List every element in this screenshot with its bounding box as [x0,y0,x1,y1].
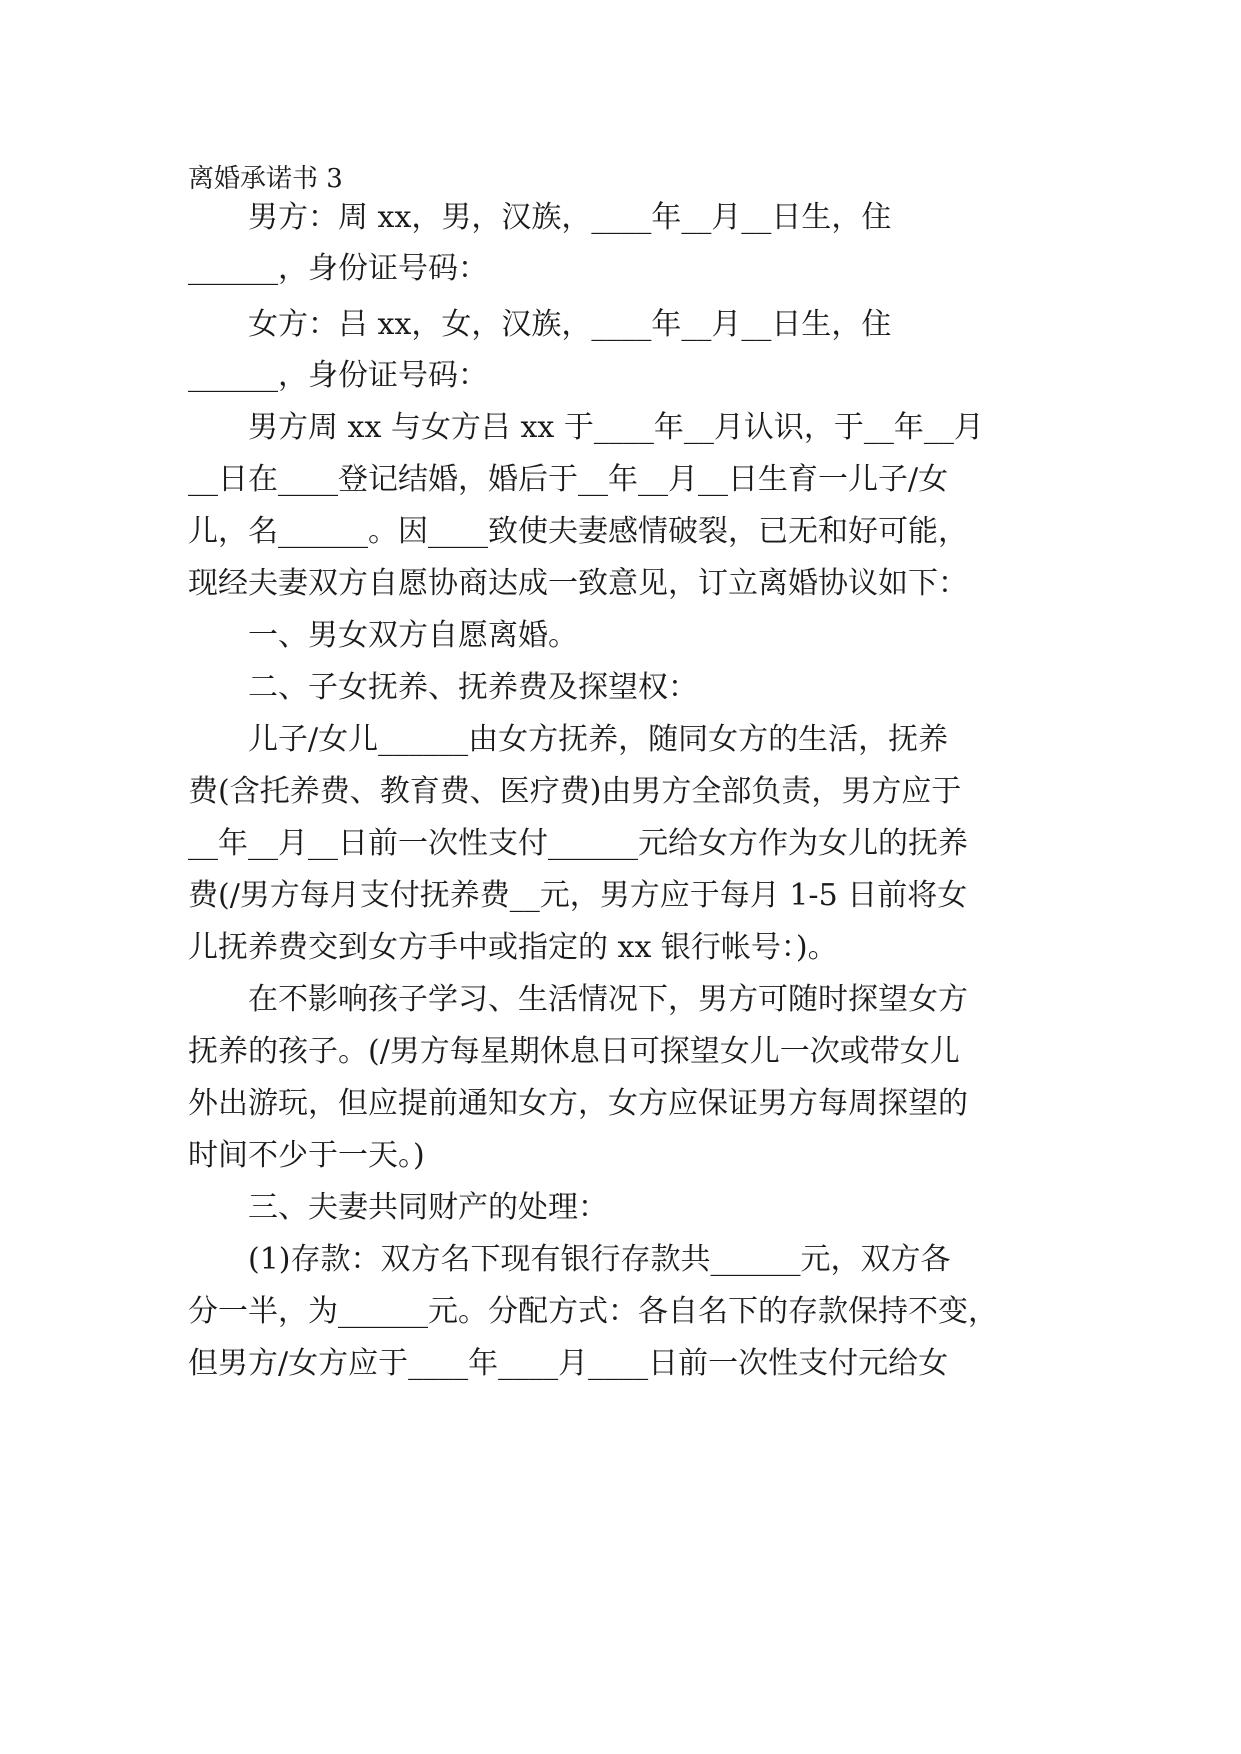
text-line: 儿，名______。因____致使夫妻感情破裂，已无和好可能， [188,514,968,549]
text-line: ______，身份证号码： [188,358,488,393]
document-title: 离婚承诺书 3 [188,164,343,194]
text-line: 三、夫妻共同财产的处理： [188,1190,608,1225]
text-line: 一、男女双方自愿离婚。 [188,618,578,653]
text-line: 儿子/女儿______由女方抚养，随同女方的生活，抚养 [188,722,949,757]
text-line: __日在____登记结婚，婚后于__年__月__日生育一儿子/女 [188,462,949,497]
text-line: 分一半，为______元。分配方式：各自名下的存款保持不变， [188,1294,998,1329]
text-line: 费(含托养费、教育费、医疗费)由男方全部负责，男方应于 [188,774,962,809]
text-line: 男方周 xx 与女方吕 xx 于____年__月认识，于__年__月 [188,410,984,445]
text-line: 男方：周 xx，男，汉族，____年__月__日生，住 [188,200,892,235]
text-line: 费(/男方每月支付抚养费__元，男方应于每月 1-5 日前将女 [188,878,968,913]
text-line: 但男方/女方应于____年____月____日前一次性支付元给女 [188,1346,949,1381]
text-line: 女方：吕 xx，女，汉族，____年__月__日生，住 [188,307,892,342]
text-line: 时间不少于一天。) [188,1138,425,1173]
text-line: 儿抚养费交到女方手中或指定的 xx 银行帐号：)。 [188,930,838,965]
text-line: 外出游玩，但应提前通知女方，女方应保证男方每周探望的 [188,1086,968,1121]
text-line: (1)存款：双方名下现有银行存款共______元，双方各 [188,1242,951,1277]
text-line: 抚养的孩子。(/男方每星期休息日可探望女儿一次或带女儿 [188,1034,960,1069]
text-line: 在不影响孩子学习、生活情况下，男方可随时探望女方 [188,982,968,1017]
text-line: ______，身份证号码： [188,251,488,286]
text-line: 二、子女抚养、抚养费及探望权： [188,670,698,705]
text-line: 现经夫妻双方自愿协商达成一致意见，订立离婚协议如下： [188,566,968,601]
text-line: __年__月__日前一次性支付______元给女方作为女儿的抚养 [188,826,968,861]
